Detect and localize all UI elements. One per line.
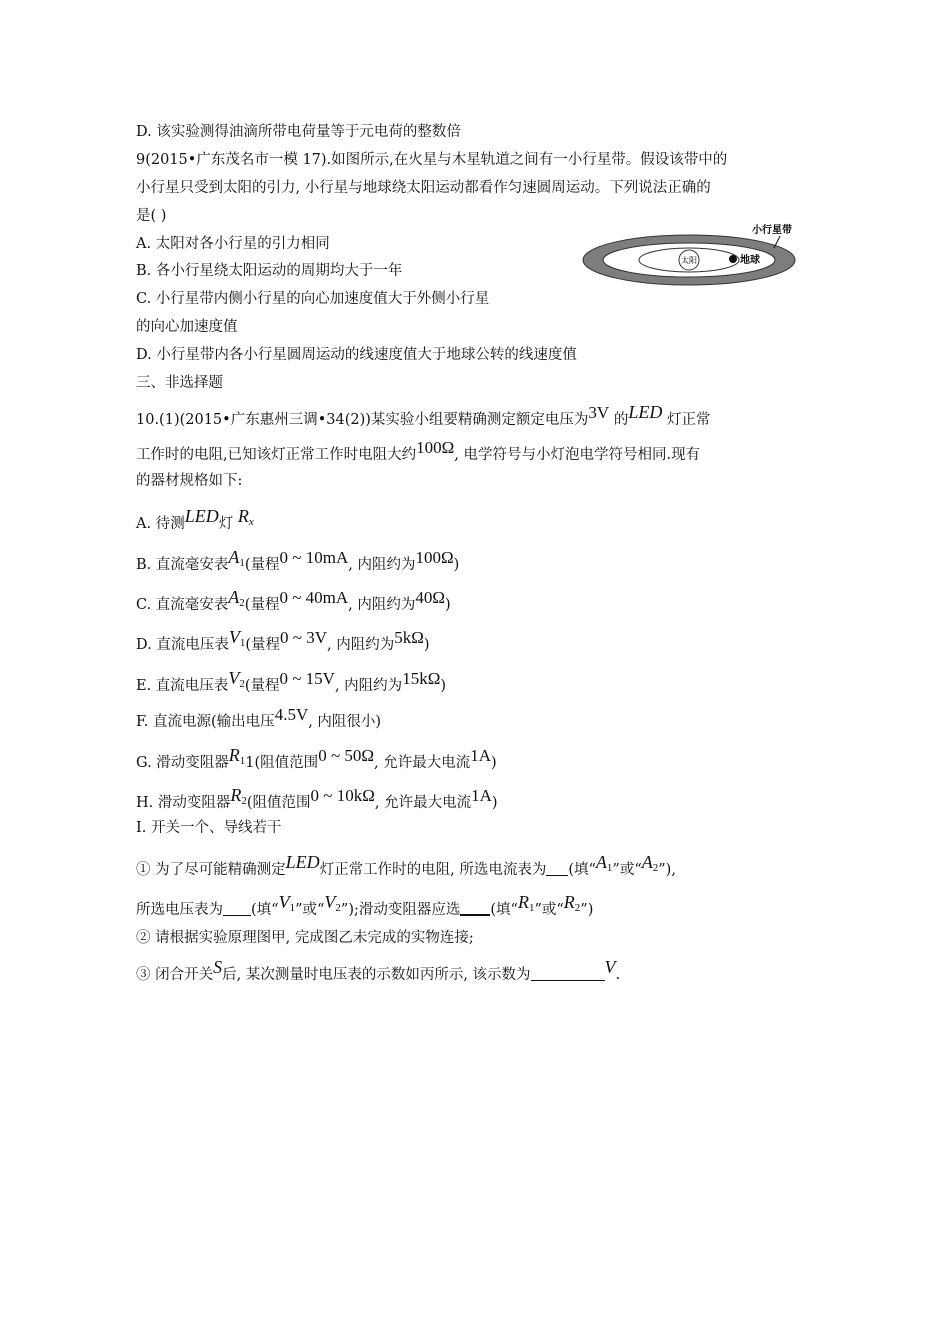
equip-text: G. 滑动变阻器	[136, 755, 229, 771]
equip-text: , 内阻约为	[348, 597, 416, 613]
equip-text: )	[491, 755, 497, 771]
sq-text: 后, 某次测量时电压表的示数如丙所示, 该示数为	[222, 967, 531, 983]
equip-text: )	[491, 795, 498, 811]
sq-text: ”);滑动变阻器应选	[340, 902, 461, 918]
equip-text: F. 直流电源(输出电压	[136, 714, 275, 730]
volt-unit: V	[604, 957, 616, 977]
rheostat-r1-symbol: $R_1$	[517, 892, 535, 914]
supply-voltage: 4.5V	[274, 705, 309, 724]
equip-text: , 内阻约为	[334, 678, 403, 694]
equip-c	[136, 587, 451, 619]
equip-text: (量程	[244, 597, 280, 613]
sq-text: (填“	[251, 902, 279, 918]
option-d-prev: D. 该实验测得油滴所带电荷量等于元电荷的整数倍	[136, 124, 461, 140]
equip-resistance: 40Ω	[415, 588, 446, 607]
equip-text: , 内阻很小)	[308, 714, 382, 730]
voltmeter-v2-symbol: $V_2$	[228, 668, 245, 690]
equip-b	[136, 547, 460, 579]
asteroid-belt-figure	[582, 222, 798, 288]
q9-stem-line3: 是( )	[136, 208, 167, 224]
equip-range: 0 ~ 10mA	[279, 548, 349, 567]
q10-stem-line2	[136, 438, 701, 465]
sq-text: ① 为了尽可能精确测定	[136, 862, 286, 878]
equip-f	[136, 705, 382, 732]
sq-text: .	[615, 967, 621, 983]
equip-resistance: 100Ω	[415, 548, 454, 567]
led-symbol: LED	[628, 402, 663, 422]
sq-text: ”)	[580, 902, 594, 918]
equip-resistance: 5kΩ	[394, 628, 424, 647]
q9-option-b: B. 各小行星绕太阳运动的周期均大于一年	[136, 263, 403, 279]
equip-resistance: 15kΩ	[402, 669, 441, 688]
q9-stem-line2: 小行星只受到太阳的引力, 小行星与地球绕太阳运动都看作匀速圆周运动。下列说法正确的	[136, 180, 711, 196]
q10-text: 工作时的电阻,已知该灯正常工作时电阻大约	[136, 447, 417, 463]
equip-text: 1(阻值范围	[245, 755, 319, 771]
sub-question-3	[136, 957, 621, 985]
q9-stem-line1: 9(2015•广东茂名市一模 17).如图所示,在火星与木星轨道之间有一小行星带。假设该带中的	[136, 152, 728, 168]
equip-text: D. 直流电压表	[136, 637, 229, 653]
equip-text: (量程	[245, 637, 280, 653]
equip-text: , 允许最大电流	[374, 755, 471, 771]
voltmeter-v1-symbol: $V_1$	[228, 627, 246, 649]
sun-label: 太阳	[681, 256, 697, 265]
earth-label: 地球	[740, 255, 760, 266]
belt-label: 小行星带	[752, 225, 792, 236]
ammeter-a1-symbol: $A_1$	[228, 547, 245, 569]
q9-option-d: D. 小行星带内各小行星圆周运动的线速度值大于地球公转的线速度值	[136, 347, 577, 363]
equip-text: B. 直流毫安表	[136, 557, 229, 573]
answer-blank-ammeter[interactable]	[546, 861, 568, 876]
q9-option-c-line2: 的向心加速度值	[136, 319, 238, 335]
q10-text: 灯正常	[666, 412, 711, 428]
switch-symbol: S	[213, 957, 223, 977]
equip-i: I. 开关一个、导线若干	[136, 820, 282, 836]
equip-g	[136, 745, 497, 777]
equip-text: E. 直流电压表	[136, 678, 229, 694]
earth-icon	[729, 255, 737, 263]
equip-text: )	[453, 557, 460, 573]
equip-d	[136, 627, 430, 659]
sq-text: (填“	[490, 902, 518, 918]
voltmeter-v1-symbol: $V_1$	[278, 892, 296, 914]
max-current: 1A	[470, 746, 492, 765]
equip-text: A. 待测	[136, 516, 185, 532]
led-symbol: LED	[285, 852, 320, 872]
q10-text: 的	[613, 412, 629, 428]
equip-text: (阻值范围	[246, 795, 311, 811]
rx-symbol: $R_x$	[237, 506, 254, 528]
equip-range: 0 ~ 15V	[279, 669, 335, 688]
max-current: 1A	[471, 786, 492, 805]
q10-stem-line1	[136, 402, 711, 430]
equip-text: )	[440, 678, 446, 694]
sq-text: ”),	[658, 862, 676, 878]
sq-text: ③ 闭合开关	[136, 967, 214, 983]
equip-range: 0 ~ 10kΩ	[310, 786, 375, 805]
sq-text: ”或“	[612, 862, 642, 878]
equip-text: C. 直流毫安表	[136, 597, 229, 613]
sub-question-1-line2	[136, 892, 594, 924]
equip-text: )	[445, 597, 451, 613]
equip-text: )	[423, 637, 430, 653]
equip-range: 0 ~ 3V	[280, 628, 327, 647]
q10-text: , 电学符号与小灯泡电学符号相同.现有	[454, 447, 701, 463]
answer-blank-voltage[interactable]	[531, 966, 605, 981]
equip-text: H. 滑动变阻器	[136, 795, 231, 811]
ammeter-a1-symbol: $A_1$	[595, 852, 613, 874]
equip-h	[136, 785, 498, 817]
equip-e	[136, 668, 446, 700]
answer-blank-rheostat[interactable]	[460, 900, 490, 916]
rheostat-r1-symbol: $R_1$	[228, 745, 246, 767]
led-symbol: LED	[184, 506, 219, 526]
rheostat-r2-symbol: $R_2$	[230, 785, 247, 807]
ammeter-a2-symbol: $A_2$	[228, 587, 245, 609]
equip-a	[136, 506, 254, 538]
q10-text: 10.(1)(2015•广东惠州三调•34(2))某实验小组要精确测定额定电压为	[136, 412, 589, 428]
voltage-3v: 3V	[588, 403, 610, 422]
sub-question-1-line1	[136, 852, 676, 884]
sq-text: ”或“	[534, 902, 564, 918]
equip-text: , 内阻约为	[348, 557, 416, 573]
section-heading: 三、非选择题	[136, 375, 223, 391]
equip-text: , 内阻约为	[326, 637, 395, 653]
voltmeter-v2-symbol: $V_2$	[324, 892, 341, 914]
equip-range: 0 ~ 40mA	[279, 588, 349, 607]
ammeter-a2-symbol: $A_2$	[641, 852, 659, 874]
answer-blank-voltmeter[interactable]	[223, 901, 251, 916]
sq-text: ”或“	[295, 902, 325, 918]
q9-option-c-line1: C. 小行星带内侧小行星的向心加速度值大于外侧小行星	[136, 291, 490, 307]
resistance-100: 100Ω	[416, 438, 455, 457]
sq-text: 灯正常工作时的电阻, 所选电流表为	[319, 862, 547, 878]
equip-text: (量程	[244, 678, 280, 694]
equip-text: 灯	[218, 516, 234, 532]
sq-text: 所选电压表为	[136, 902, 223, 918]
equip-text: (量程	[244, 557, 280, 573]
q10-stem-line3: 的器材规格如下:	[136, 473, 243, 489]
q9-option-a: A. 太阳对各小行星的引力相同	[136, 236, 330, 252]
equip-text: , 允许最大电流	[374, 795, 472, 811]
rheostat-r2-symbol: $R_2$	[563, 892, 581, 914]
sq-text: (填“	[568, 862, 596, 878]
sub-question-2: ② 请根据实验原理图甲, 完成图乙未完成的实物连接;	[136, 930, 474, 946]
equip-range: 0 ~ 50Ω	[318, 746, 375, 765]
